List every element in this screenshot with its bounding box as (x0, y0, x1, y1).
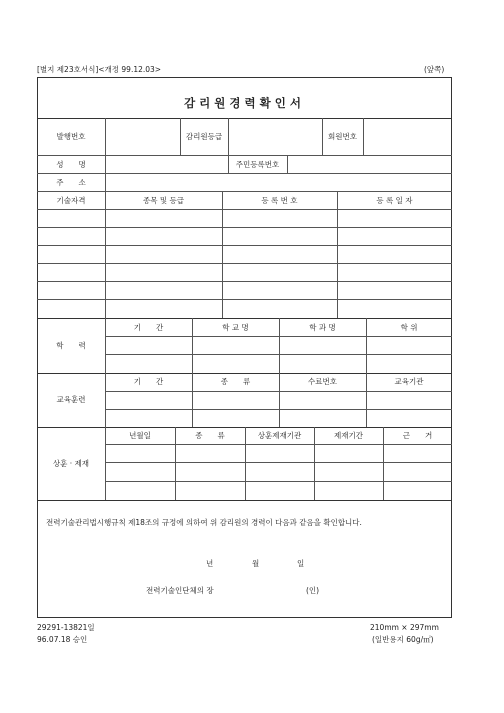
train-col-institution: 교육기관 (394, 377, 424, 386)
paper-size: 210mm × 297mm (370, 623, 439, 632)
award-col-period: 제재기간 (334, 431, 363, 440)
rule (37, 318, 452, 319)
rule (37, 118, 452, 119)
grade-label: 감리원등급 (185, 132, 223, 141)
rule (366, 318, 367, 427)
seal-mark: (인) (306, 586, 320, 595)
rule (37, 245, 452, 246)
rule (37, 227, 452, 228)
rule (222, 191, 223, 318)
date-year-label: 년 (206, 559, 214, 568)
rule (37, 155, 452, 156)
issue-number-label: 발행번호 (56, 132, 86, 141)
paper-type: (일반용지 60g/㎡) (372, 635, 434, 644)
edu-col-department: 학 과 명 (309, 323, 336, 332)
document-title: 감리원경력확인서 (184, 96, 305, 110)
award-col-date: 년월일 (129, 431, 151, 440)
name-label: 성 명 (56, 160, 86, 169)
tech-col-reg-date: 등 록 일 자 (376, 196, 413, 205)
rule (37, 373, 452, 374)
resident-number-label: 주민등록번호 (235, 160, 280, 169)
rule (37, 263, 452, 264)
training-label: 교육훈련 (56, 395, 86, 404)
rule (37, 173, 452, 174)
rule (37, 209, 452, 210)
rule (105, 118, 106, 500)
confirmation-statement: 전력기술관리법시행규칙 제18조의 규정에 의하여 위 감리원의 경력이 다음과 같음을 확인합니다. (46, 518, 362, 527)
edu-col-period: 기 간 (133, 323, 164, 332)
rule (192, 318, 193, 427)
rule (363, 118, 364, 155)
signer-organization: 전력기술인단체의 장 (146, 586, 214, 595)
rule (37, 500, 452, 501)
rule (37, 191, 452, 192)
date-month-label: 월 (252, 559, 260, 568)
rule (105, 462, 452, 463)
award-col-basis: 근 거 (402, 431, 433, 440)
award-col-type: 종 류 (195, 431, 225, 440)
award-sanction-label: 상훈 · 제재 (52, 459, 90, 468)
page-side-label: (앞쪽) (424, 65, 445, 74)
rule (37, 281, 452, 282)
rule (37, 299, 452, 300)
address-label: 주 소 (56, 178, 86, 187)
education-label: 학 력 (56, 341, 86, 350)
rule (228, 118, 229, 155)
rule (279, 318, 280, 427)
tech-qualification-label: 기술자격 (56, 196, 86, 205)
rule (287, 155, 288, 173)
date-day-label: 일 (297, 559, 305, 568)
approval-date: 96.07.18 승인 (37, 635, 88, 644)
train-col-type: 종 류 (220, 377, 251, 386)
award-col-agency: 상훈제재기관 (257, 431, 302, 440)
train-col-period: 기 간 (133, 377, 164, 386)
form-code: 29291-13821일 (37, 623, 95, 632)
rule (105, 481, 452, 482)
edu-col-school: 학 교 명 (222, 323, 249, 332)
member-number-label: 회원번호 (328, 132, 357, 141)
rule (337, 191, 338, 318)
rule (105, 444, 452, 445)
tech-col-type: 종목 및 등급 (143, 196, 184, 205)
edu-col-degree: 학 위 (400, 323, 418, 332)
tech-col-reg-no: 등 록 번 호 (261, 196, 298, 205)
form-number: [별지 제23호서식]<개정 99.12.03> (37, 65, 162, 74)
train-col-cert-no: 수료번호 (308, 377, 337, 386)
